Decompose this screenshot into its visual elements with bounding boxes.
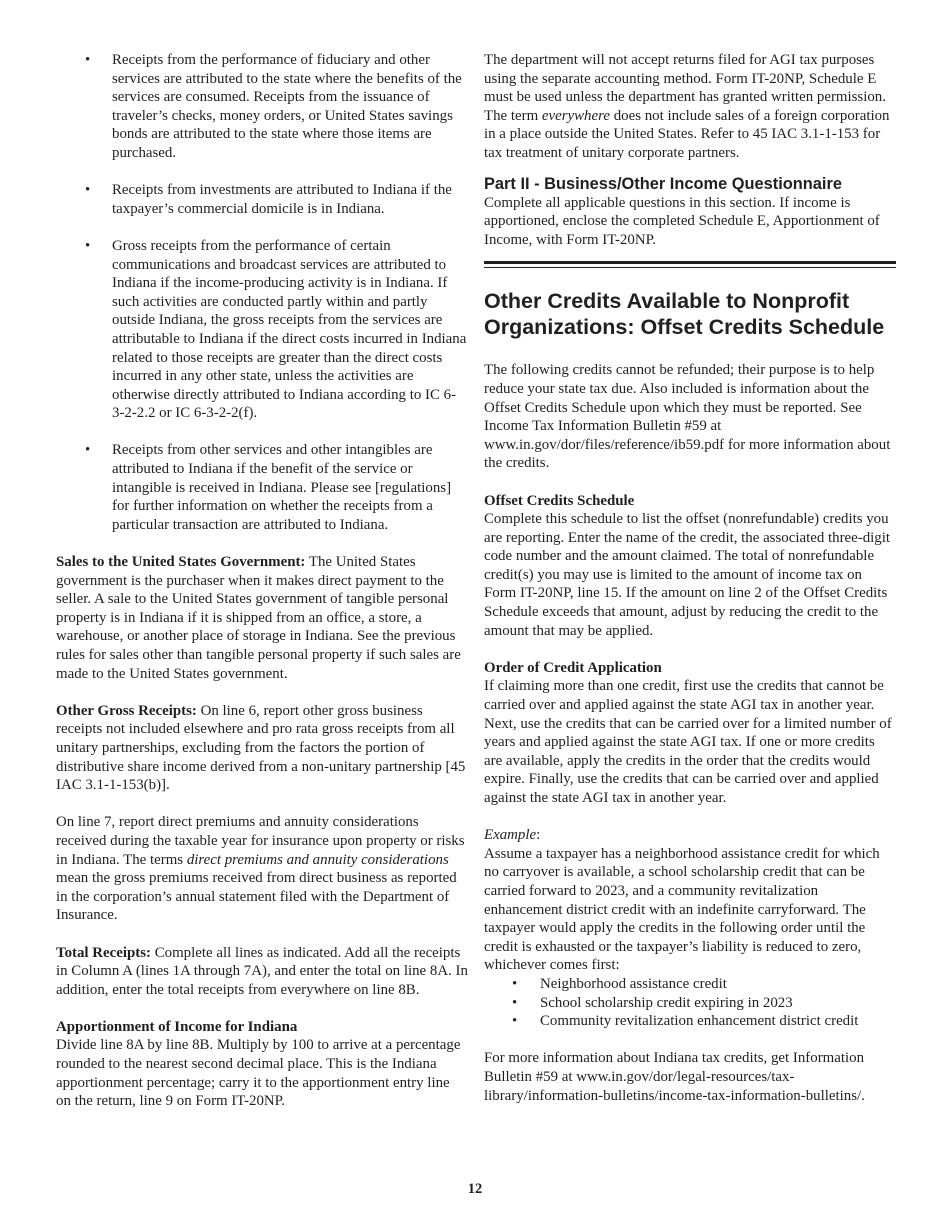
line7-text-start: On line 7, report direct premiums and annuity considerations received during the taxable year for insurance upon property or risks in Indiana. The terms [56,814,465,868]
offset-schedule-heading: Offset Credits Schedule [484,492,635,509]
section-title: Other Credits Available to Nonprofit Organizations: Offset Credits Schedule [484,289,885,340]
line7-italic-term: direct premiums and annuity considerations [186,851,449,868]
apportionment-heading: Apportionment of Income for Indiana [56,1018,298,1035]
left-column [56,51,468,1129]
bullet-other-services: • Receipts from other services and other intangibles are attributed to Indiana if the benefit of the service or intangible is received in Indiana. Please see [regulations] for further information on whether the receipts from a particular transaction are attributed to Indiana. [85,441,468,534]
offset-schedule-text: Complete this schedule to list the offset (nonrefundable) credits you are reporting. Enter the name of the credit, the associated three-digit code number and the amount claimed. The total of nonrefundable credit(s) you may use is limited to the amount of income tax on Form IT-20NP, line 15. If the amount on line 2 of the Offset Credits Schedule exceeds that amount, adjust by reducing the credit to the amount that may be applied. [484,511,891,639]
example-colon: : [536,827,541,844]
offset-schedule-paragraph [484,492,896,641]
intro-paragraph: The following credits cannot be refunded; their purpose is to help reduce your state tax due. Also included is information about the Offset Credits Schedule upon which they must be reported. See Income Tax Information Bulletin #59 at www.in.gov/dor/files/reference/ib59.pdf for more information about the credits. [484,362,891,472]
other-gross-receipts-paragraph [56,702,468,795]
part2-text: Complete all applicable questions in this section. If income is apportioned, enclose the completed Schedule E, Apportionment of Income, with Form IT-20NP. [484,194,880,248]
list-item: • School scholarship credit expiring in 2023 [512,994,896,1013]
line7-text-end: mean the gross premiums received from direct business as reported in the corporation’s annual statement filed with the Department of Insurance. [56,870,457,924]
example-paragraph [484,826,896,975]
other-gross-receipts-text: On line 6, report other gross business receipts not included elsewhere and pro rata gross receipts from all unitary partnerships, excluding from the factors the portion of distributive share income derived from a non-unitary partnership [45 IAC 3.1-1-153(b)]. [56,702,466,794]
example-label-line [484,826,896,845]
apportionment-paragraph [56,1018,468,1111]
order-of-credit-heading: Order of Credit Application [484,659,662,676]
list-item: • Neighborhood assistance credit [512,975,896,994]
example-label: Example [484,827,537,844]
page-number: 12 [467,1181,483,1197]
more-info-paragraph: For more information about Indiana tax credits, get Information Bulletin #59 at www.in.gov/dor/legal-resources/tax-library/information-bulletins/income-tax-information-bulletins/. [484,1050,865,1104]
total-receipts-paragraph [56,944,468,1000]
total-receipts-text: Complete all lines as indicated. Add all the receipts in Column A (lines 1A through 7A), and enter the total on line 8A. In addition, enter the total receipts from everywhere on line 8B. [56,944,468,998]
bullet-communications: • Gross receipts from the performance of certain communications and broadcast services are attributed to Indiana if the income-producing activity is in Indiana. If such activities are conducted partly within and partly outside Indiana, the gross receipts from the services are attributable to Indiana if the direct costs incurred in Indiana related to those receipts are greater than the direct costs incurred in any other state, unless the activities are otherwise directly attributed to Indiana according to IC 6-3-2-2.2 or IC 6-3-2-2(f). [85,237,468,423]
bullet-investments: • Receipts from investments are attributed to Indiana if the taxpayer’s commercial domicile is in Indiana. [85,181,468,218]
list-item: • Community revitalization enhancement district credit [512,1012,896,1031]
other-gross-receipts-heading: Other Gross Receipts: [56,702,197,719]
apportionment-text: Divide line 8A by line 8B. Multiply by 100 to arrive at a percentage rounded to the nearest second decimal place. This is the Indiana apportionment percentage; carry it to the apportionment entry line on the return, line 9 on Form IT-20NP. [56,1037,461,1110]
total-receipts-heading: Total Receipts: [56,944,151,961]
credit-order-list [512,975,896,1031]
agi-paragraph [484,51,896,163]
sales-us-government-heading: Sales to the United States Government: [56,554,306,571]
example-text: Assume a taxpayer has a neighborhood assistance credit for which no carryover is available, a school scholarship credit that can be carried forward to 2023, and a community revitalization enhancement district credit with an indefinite carryforward. The taxpayer would apply the credits in the following order until the credit is exhausted or the taxpayer’s liability is reduced to zero, whichever comes first: [484,845,880,974]
line7-paragraph [56,813,468,925]
order-of-credit-text: If claiming more than one credit, first use the credits that cannot be carried over and applied against the state AGI tax in another year. Next, use the credits that can be carried over for a limited number of years and applied against the state AGI tax. If one or more credits are available, apply the credits in the order that the credits would expire. Finally, use the credits that can be carried over and applied against the state AGI tax in another year. [484,678,892,806]
agi-italic-term: everywhere [541,107,610,124]
part2-heading: Part II - Business/Other Income Questionnaire [484,174,842,193]
section-divider [484,261,896,268]
sales-us-government-text: The United States government is the purchaser when it makes direct payment to the seller. A sale to the United States government of tangible personal property is in Indiana if it is shipped from an office, a store, a warehouse, or another place of storage in Indiana. See the previous rules for sales other than tangible personal property if such sales are made to the United States government. [56,554,461,682]
order-of-credit-paragraph [484,659,896,808]
agi-text-end: does not include sales of a foreign corporation in a place outside the United States. Refer to 45 IAC 3.1-1-153 for tax treatment of unitary corporate partners. [484,107,890,161]
bullet-fiduciary-services: • Receipts from the performance of fiduciary and other services are attributed to the state where the benefits of the services are consumed. Receipts from the issuance of traveler’s checks, money orders, or United States savings bonds are attributed to the state where those items are purchased. [85,51,468,163]
sales-us-government-paragraph [56,553,468,683]
attribution-bullet-list [85,51,468,534]
right-column [484,51,896,1105]
agi-text-start: The department will not accept returns filed for AGI tax purposes using the separate accounting method. Form IT-20NP, Schedule E must be used unless the department has granted written permission. The term [484,52,886,124]
